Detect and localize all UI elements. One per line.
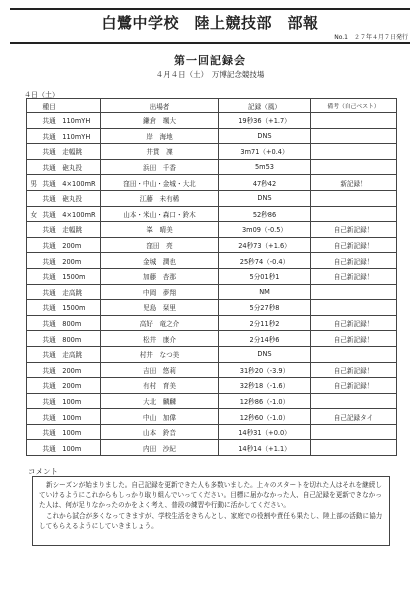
comment-label: コメント: [28, 467, 58, 476]
meet-date-venue: ４月４日（土） 万博記念競技場: [155, 70, 265, 79]
note-cell: [311, 159, 397, 175]
note-cell: 自己新記録！: [311, 362, 397, 378]
note-cell: 自己記録タイ: [311, 409, 397, 425]
note-cell: [311, 393, 397, 409]
athlete-cell: 窪田 亮: [101, 237, 219, 253]
event-cell: 共通 走幅跳: [41, 222, 101, 238]
table-row: [27, 144, 397, 160]
table-row: [27, 206, 397, 222]
event-cell: 共通 4×100mR: [41, 175, 101, 191]
gender-header: [27, 99, 41, 113]
record-cell: 2分14秒6: [219, 331, 311, 347]
record-cell: 47秒42: [219, 175, 311, 191]
gender-cell: [27, 113, 41, 129]
note-cell: 自己新記録！: [311, 268, 397, 284]
comment-paragraph: 新シーズンが始まりました。自己記録を更新できた人も多数いました。上々のスタートを切れた人はそれを継続していけるようにこれからもしっかり取り組んでいってください。目標に届かなかった人、自己記録を更新できなかった人は、何が足りなかったのかをよく考え、普段の練習や行動に活かしてください。: [39, 481, 382, 510]
note-cell: 自己新記録！: [311, 331, 397, 347]
table-row: [27, 222, 397, 238]
event-cell: 共通 800m: [41, 331, 101, 347]
table-row: [27, 268, 397, 284]
event-cell: 共通 110mYH: [41, 128, 101, 144]
gender-cell: [27, 331, 41, 347]
newsletter-title: 白鷺中学校 陸上競技部 部報: [101, 14, 319, 32]
event-cell: 共通 100m: [41, 393, 101, 409]
event-cell: 共通 砲丸投: [41, 190, 101, 206]
table-header-row: [27, 99, 397, 113]
record-cell: 14秒31（+0.0）: [219, 424, 311, 440]
note-cell: 自己新記録！: [311, 222, 397, 238]
note-cell: 自己新記録！: [311, 315, 397, 331]
event-cell: 共通 100m: [41, 440, 101, 456]
note-cell: 自己新記録！: [311, 237, 397, 253]
table-row: [27, 362, 397, 378]
table-row: [27, 113, 397, 129]
athlete-cell: 内田 沙紀: [101, 440, 219, 456]
athlete-cell: 中山 加偉: [101, 409, 219, 425]
athlete-header: 出場者: [101, 99, 219, 113]
event-cell: 共通 100m: [41, 409, 101, 425]
table-row: [27, 393, 397, 409]
note-cell: [311, 300, 397, 316]
note-cell: [311, 128, 397, 144]
record-cell: 14秒14（+1.1）: [219, 440, 311, 456]
gender-cell: [27, 190, 41, 206]
event-cell: 共通 800m: [41, 315, 101, 331]
gender-cell: [27, 378, 41, 394]
table-row: [27, 315, 397, 331]
record-cell: DNS: [219, 346, 311, 362]
gender-cell: [27, 237, 41, 253]
event-cell: 共通 200m: [41, 237, 101, 253]
note-cell: 自己新記録！: [311, 253, 397, 269]
gender-cell: [27, 315, 41, 331]
gender-cell: [27, 362, 41, 378]
section-date: ４日（土）: [24, 91, 59, 99]
athlete-cell: 山本・米山・森口・鈴木: [101, 206, 219, 222]
table-row: [27, 378, 397, 394]
note-cell: [311, 190, 397, 206]
record-cell: 3m09（-0.5）: [219, 222, 311, 238]
event-cell: 共通 砲丸投: [41, 159, 101, 175]
record-cell: 12秒60（-1.0）: [219, 409, 311, 425]
note-cell: [311, 144, 397, 160]
table-row: [27, 409, 397, 425]
gender-cell: [27, 128, 41, 144]
gender-cell: [27, 222, 41, 238]
athlete-cell: 金城 潤也: [101, 253, 219, 269]
comment-box: [32, 476, 390, 546]
record-cell: 12秒86（-1.0）: [219, 393, 311, 409]
record-cell: DNS: [219, 128, 311, 144]
note-cell: [311, 206, 397, 222]
gender-cell: [27, 284, 41, 300]
table-row: [27, 175, 397, 191]
event-cell: 共通 1500m: [41, 300, 101, 316]
gender-cell: [27, 424, 41, 440]
note-cell: [311, 424, 397, 440]
athlete-cell: 浜田 千香: [101, 159, 219, 175]
athlete-cell: 高好 竜之介: [101, 315, 219, 331]
event-cell: 共通 走幅跳: [41, 144, 101, 160]
record-cell: 52秒86: [219, 206, 311, 222]
note-cell: [311, 113, 397, 129]
athlete-cell: 岸 海地: [101, 128, 219, 144]
athlete-cell: 有村 育美: [101, 378, 219, 394]
table-row: [27, 128, 397, 144]
gender-cell: [27, 253, 41, 269]
table-row: [27, 424, 397, 440]
event-cell: 共通 4×100mR: [41, 206, 101, 222]
event-cell: 共通 走高跳: [41, 284, 101, 300]
event-cell: 共通 200m: [41, 362, 101, 378]
athlete-cell: 窪田・中山・金城・大北: [101, 175, 219, 191]
athlete-cell: 村井 なつ美: [101, 346, 219, 362]
issue-info: No.1 ２７年４月７日発行: [334, 34, 408, 41]
athlete-cell: 鎌倉 颯大: [101, 113, 219, 129]
athlete-cell: 江藤 未有稀: [101, 190, 219, 206]
table-row: [27, 253, 397, 269]
athlete-cell: 峯 晴美: [101, 222, 219, 238]
athlete-cell: 井貫 凜: [101, 144, 219, 160]
gender-cell: [27, 346, 41, 362]
note-cell: [311, 284, 397, 300]
event-cell: 共通 100m: [41, 424, 101, 440]
table-row: [27, 237, 397, 253]
athlete-cell: 山本 鈴音: [101, 424, 219, 440]
note-cell: 新記録！: [311, 175, 397, 191]
record-cell: 5分01秒1: [219, 268, 311, 284]
table-row: [27, 284, 397, 300]
comment-paragraph: これから試合が多くなってきますが、学校生活をきちんとし、家庭での役割や責任も果たし、陸上部の活動に協力してもらえるようにしていきましょう。: [39, 511, 383, 530]
gender-cell: [27, 144, 41, 160]
event-cell: 共通 走高跳: [41, 346, 101, 362]
record-cell: 5分27秒8: [219, 300, 311, 316]
athlete-cell: 中岡 夢翔: [101, 284, 219, 300]
athlete-cell: 加藤 杏那: [101, 268, 219, 284]
gender-cell: [27, 409, 41, 425]
results-table: [26, 98, 397, 456]
event-header: 種目: [41, 99, 101, 113]
newsletter-header: [10, 8, 410, 44]
athlete-cell: 大北 麟麟: [101, 393, 219, 409]
event-cell: 共通 200m: [41, 253, 101, 269]
record-cell: 3m71（+0.4）: [219, 144, 311, 160]
athlete-cell: 吉田 悠莉: [101, 362, 219, 378]
record-cell: 25秒74（-0.4）: [219, 253, 311, 269]
record-cell: DNS: [219, 190, 311, 206]
athlete-cell: 松井 康介: [101, 331, 219, 347]
note-cell: [311, 440, 397, 456]
gender-cell: [27, 440, 41, 456]
gender-cell: 女: [27, 206, 41, 222]
record-cell: 32秒18（-1.6）: [219, 378, 311, 394]
meet-title: 第一回記録会: [174, 54, 246, 67]
record-cell: 19秒36（+1.7）: [219, 113, 311, 129]
event-cell: 共通 110mYH: [41, 113, 101, 129]
record-cell: 31秒20（-3.9）: [219, 362, 311, 378]
table-row: [27, 331, 397, 347]
note-cell: [311, 346, 397, 362]
event-cell: 共通 1500m: [41, 268, 101, 284]
table-row: [27, 159, 397, 175]
gender-cell: [27, 159, 41, 175]
results-body: [27, 113, 397, 456]
athlete-cell: 児島 栞里: [101, 300, 219, 316]
record-header: 記録（風）: [219, 99, 311, 113]
record-cell: 5m53: [219, 159, 311, 175]
gender-cell: 男: [27, 175, 41, 191]
gender-cell: [27, 393, 41, 409]
note-cell: 自己新記録！: [311, 378, 397, 394]
table-row: [27, 300, 397, 316]
event-cell: 共通 200m: [41, 378, 101, 394]
gender-cell: [27, 300, 41, 316]
table-row: [27, 346, 397, 362]
record-cell: 24秒73（+1.6）: [219, 237, 311, 253]
record-cell: NM: [219, 284, 311, 300]
table-row: [27, 440, 397, 456]
gender-cell: [27, 268, 41, 284]
note-header: 備考（自己ベスト）: [311, 99, 397, 113]
table-row: [27, 190, 397, 206]
record-cell: 2分11秒2: [219, 315, 311, 331]
